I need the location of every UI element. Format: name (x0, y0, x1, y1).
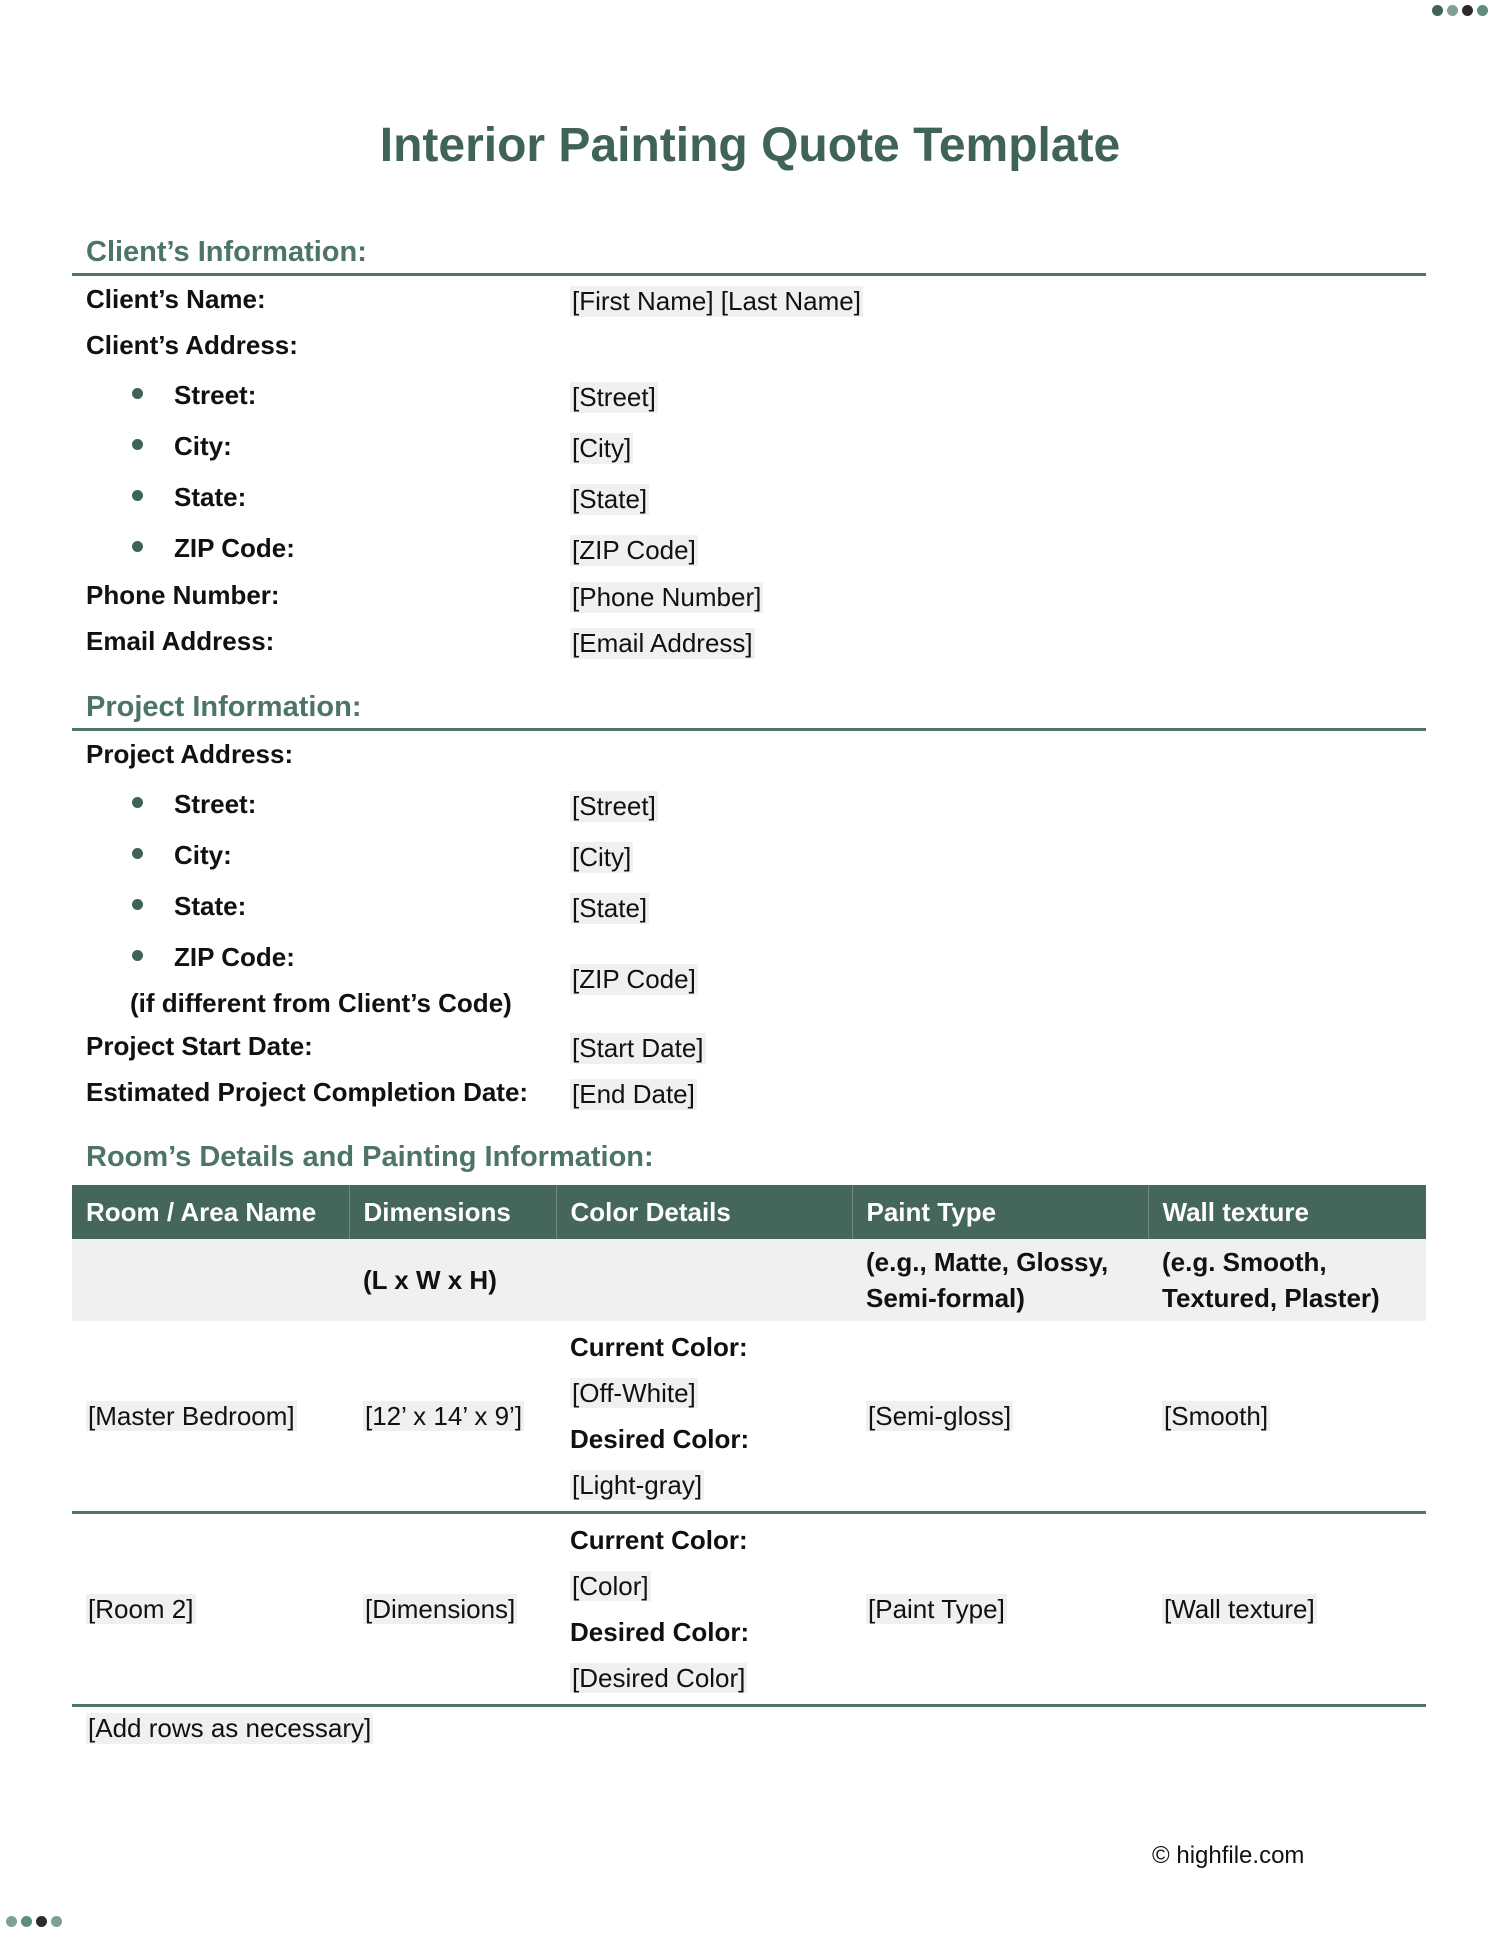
dot-icon (6, 1916, 17, 1927)
bullet-icon (132, 439, 143, 450)
client-name-field[interactable]: [First Name] [Last Name] (572, 286, 861, 316)
subheader-cell: (e.g., Matte, Glossy, Semi-formal) (852, 1239, 1148, 1321)
current-color-label: Current Color: (570, 1525, 748, 1555)
field-label: City: (174, 431, 232, 461)
client-phone-field[interactable]: [Phone Number] (572, 582, 762, 612)
decorative-dots-top (1432, 5, 1488, 16)
col-header-texture: Wall texture (1148, 1185, 1426, 1239)
table-subheader-row (72, 1239, 1426, 1321)
dot-icon (1477, 5, 1488, 16)
field-label: Project Address: (86, 739, 294, 769)
col-header-room: Room / Area Name (72, 1185, 349, 1239)
bullet-icon (132, 388, 143, 399)
color-details (570, 1517, 838, 1701)
bullet-icon (132, 490, 143, 501)
dot-icon (21, 1916, 32, 1927)
color-details (570, 1324, 838, 1508)
desired-color-field[interactable]: [Desired Color] (572, 1663, 746, 1693)
client-state-row (72, 470, 1426, 521)
room-name-field[interactable]: [Master Bedroom] (88, 1400, 295, 1431)
project-information-section (72, 691, 1426, 1115)
desired-color-label: Desired Color: (570, 1424, 750, 1454)
project-city-field[interactable]: [City] (572, 842, 632, 872)
room-name-field[interactable]: [Room 2] (88, 1593, 194, 1624)
client-email-row (72, 618, 1426, 664)
section-title-rooms: Room’s Details and Painting Information: (86, 1141, 654, 1173)
zip-note: (if different from Client’s Code) (130, 988, 512, 1018)
col-header-color: Color Details (556, 1185, 852, 1239)
wall-texture-field[interactable]: [Smooth] (1164, 1400, 1269, 1431)
col-header-dimensions: Dimensions (349, 1185, 556, 1239)
dimensions-field[interactable]: [Dimensions] (365, 1593, 516, 1624)
client-street-field[interactable]: [Street] (572, 382, 656, 412)
dot-icon (51, 1916, 62, 1927)
subheader-cell (72, 1239, 349, 1321)
field-label: Project Start Date: (86, 1031, 313, 1061)
field-label: ZIP Code: (174, 942, 295, 972)
dimensions-field[interactable]: [12’ x 14’ x 9’] (365, 1400, 523, 1431)
dot-icon (1447, 5, 1458, 16)
field-label: State: (174, 482, 247, 512)
client-state-field[interactable]: [State] (572, 484, 648, 514)
wall-texture-field[interactable]: [Wall texture] (1164, 1593, 1315, 1624)
field-label: City: (174, 840, 232, 870)
subheader-cell: (e.g. Smooth, Textured, Plaster) (1148, 1239, 1426, 1321)
field-label: ZIP Code: (174, 533, 295, 563)
client-name-row (72, 276, 1426, 322)
field-label: Street: (174, 380, 257, 410)
project-start-row (72, 1023, 1426, 1069)
client-address-row (72, 322, 1426, 368)
copyright-text: © highfile.com (1152, 1842, 1305, 1869)
desired-color-label: Desired Color: (570, 1617, 750, 1647)
section-title-project: Project Information: (72, 691, 1426, 731)
field-label: Street: (174, 789, 257, 819)
bullet-icon (132, 899, 143, 910)
field-label: State: (174, 891, 247, 921)
bullet-icon (132, 950, 143, 961)
client-information-section (72, 236, 1426, 664)
project-zip-row (72, 930, 1426, 1023)
page-title: Interior Painting Quote Template (379, 119, 1121, 172)
current-color-field[interactable]: [Off-White] (572, 1378, 696, 1408)
project-city-row (72, 828, 1426, 879)
client-city-row (72, 419, 1426, 470)
project-address-row (72, 731, 1426, 777)
field-label: Estimated Project Completion Date: (86, 1077, 529, 1107)
rooms-table (72, 1185, 1426, 1707)
bullet-icon (132, 848, 143, 859)
bullet-icon (132, 541, 143, 552)
project-end-row (72, 1069, 1426, 1115)
project-zip-field[interactable]: [ZIP Code] (572, 964, 696, 994)
client-street-row (72, 368, 1426, 419)
paint-type-field[interactable]: [Semi-gloss] (868, 1400, 1012, 1431)
client-phone-row (72, 572, 1426, 618)
current-color-field[interactable]: [Color] (572, 1571, 649, 1601)
project-street-field[interactable]: [Street] (572, 791, 656, 821)
subheader-cell: (L x W x H) (349, 1239, 556, 1321)
client-email-field[interactable]: [Email Address] (572, 628, 753, 658)
client-city-field[interactable]: [City] (572, 433, 632, 463)
project-state-field[interactable]: [State] (572, 893, 648, 923)
rooms-section-heading (72, 1141, 1426, 1178)
field-label: Client’s Name: (86, 284, 266, 314)
dot-icon (1462, 5, 1473, 16)
field-label: Phone Number: (86, 580, 280, 610)
client-zip-field[interactable]: [ZIP Code] (572, 535, 696, 565)
table-row (72, 1321, 1426, 1513)
field-label: Client’s Address: (86, 330, 298, 360)
project-state-row (72, 879, 1426, 930)
table-row (72, 1513, 1426, 1706)
col-header-paint: Paint Type (852, 1185, 1148, 1239)
table-header-row (72, 1185, 1426, 1239)
desired-color-field[interactable]: [Light-gray] (572, 1470, 703, 1500)
client-zip-row (72, 521, 1426, 572)
field-label: Email Address: (86, 626, 275, 656)
project-start-field[interactable]: [Start Date] (572, 1033, 704, 1063)
project-end-field[interactable]: [End Date] (572, 1079, 695, 1109)
current-color-label: Current Color: (570, 1332, 748, 1362)
add-rows-note[interactable]: [Add rows as necessary] (88, 1713, 372, 1743)
dot-icon (1432, 5, 1443, 16)
decorative-dots-bottom (6, 1916, 62, 1927)
section-title-client: Client’s Information: (72, 236, 1426, 276)
paint-type-field[interactable]: [Paint Type] (868, 1593, 1005, 1624)
subheader-cell (556, 1239, 852, 1321)
bullet-icon (132, 797, 143, 808)
project-street-row (72, 777, 1426, 828)
dot-icon (36, 1916, 47, 1927)
